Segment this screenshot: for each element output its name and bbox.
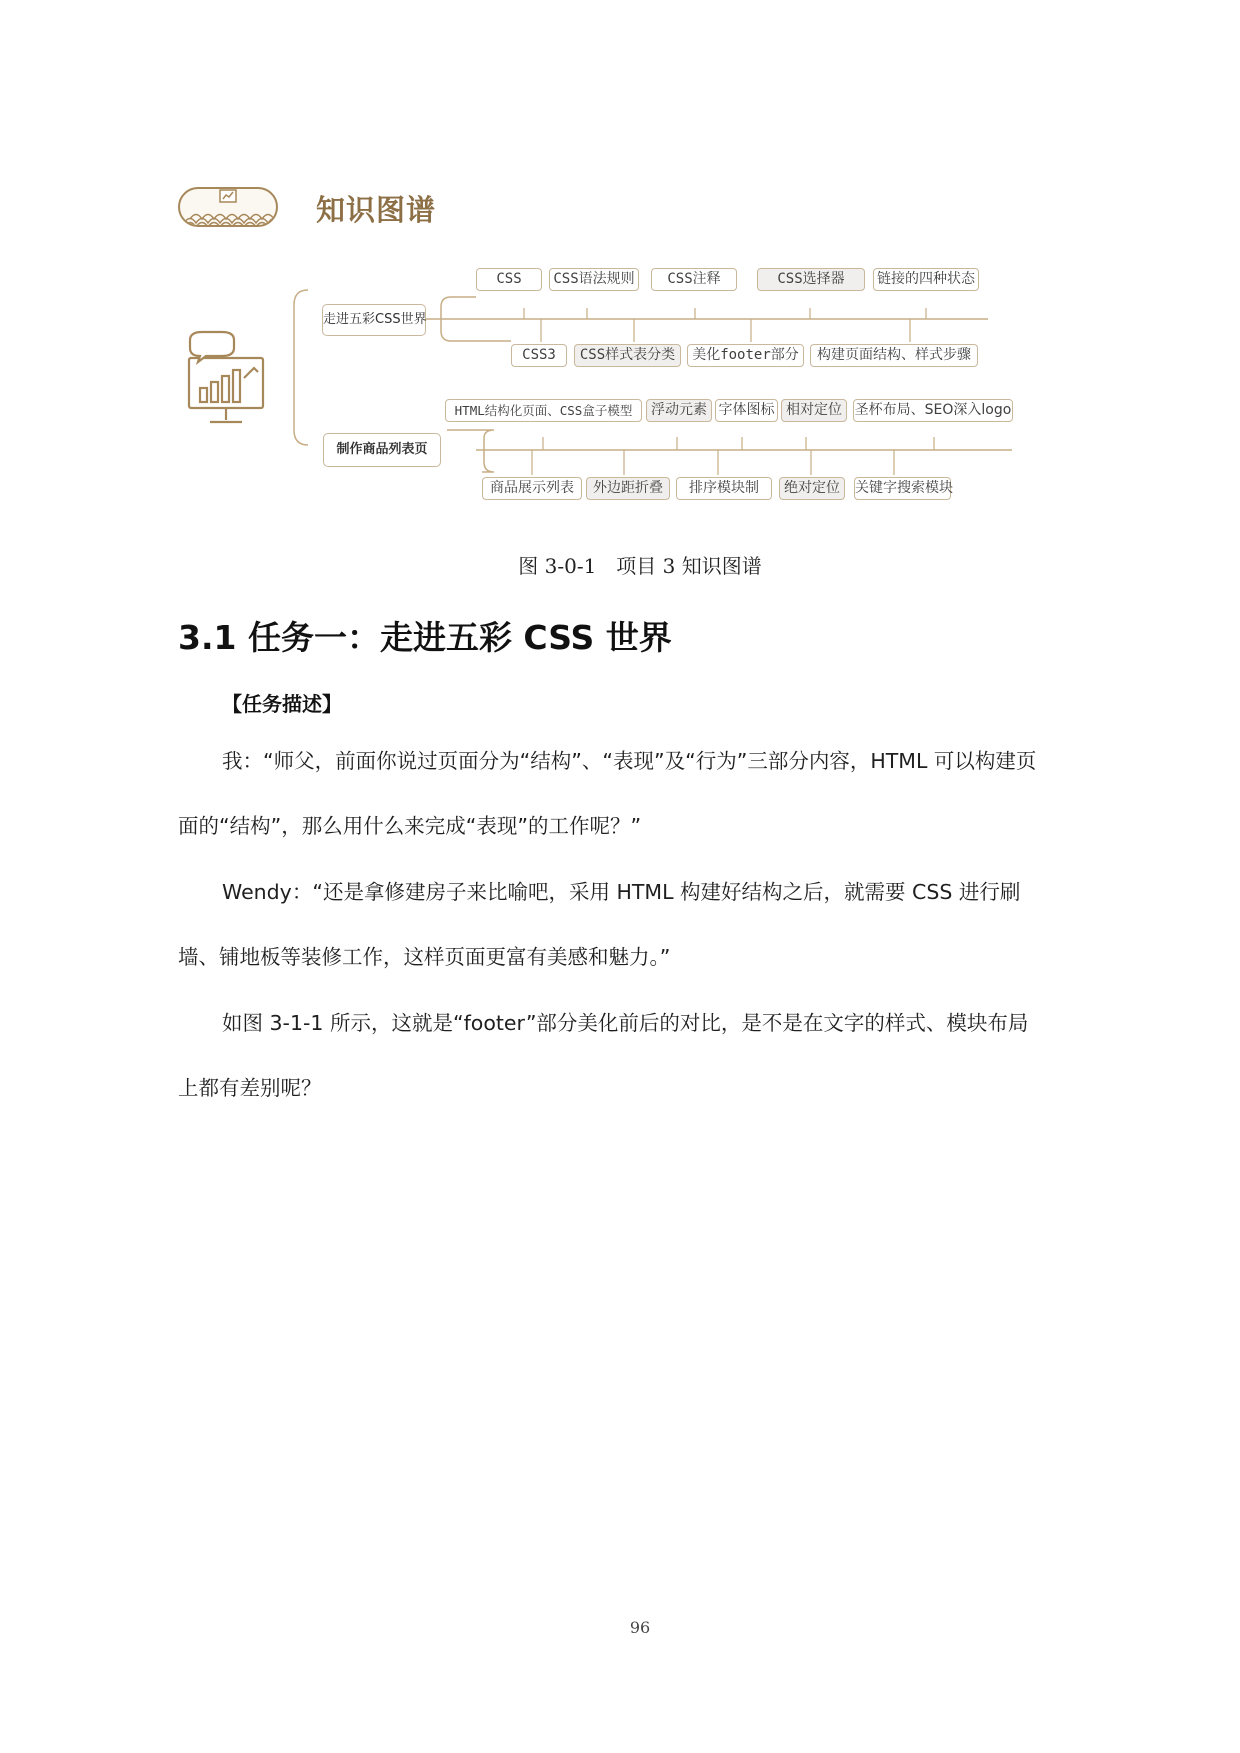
paragraph-line: 上都有差别呢？ — [178, 1076, 322, 1100]
task-description-heading: 【任务描述】 — [222, 692, 342, 716]
banner-title: 知识图谱 — [316, 193, 437, 227]
paragraph-line: 如图 3-1-1 所示，这就是“footer”部分美化前后的对比，是不是在文字的样式、模块布局 — [222, 1011, 1029, 1035]
mindmap-node: 绝对定位 — [779, 477, 845, 500]
paragraph-line: Wendy：“还是拿修建房子来比喻吧，采用 HTML 构建好结构之后，就需要 CSS 进行刷 — [222, 880, 1021, 904]
mindmap-node: 关键字搜索模块 — [854, 477, 951, 500]
mindmap-node: CSS — [476, 268, 542, 291]
mindmap-node: 字体图标 — [715, 399, 778, 422]
mindmap-node: CSS样式表分类 — [574, 344, 681, 367]
paragraph-line: 面的“结构”，那么用什么来完成“表现”的工作呢？” — [178, 814, 642, 838]
mindmap-node: CSS注释 — [651, 268, 737, 291]
mindmap-node: CSS3 — [511, 344, 567, 367]
paragraph-line: 墙、铺地板等装修工作，这样页面更富有美感和魅力。” — [178, 945, 671, 969]
mindmap-node: CSS选择器 — [757, 268, 865, 291]
mindmap-node: HTML结构化页面、CSS盒子模型 — [445, 399, 642, 422]
mindmap-node: CSS语法规则 — [549, 268, 639, 291]
mindmap-root-css-world: 走进五彩CSS世界 — [322, 304, 426, 336]
mindmap-node: 商品展示列表 — [482, 477, 582, 500]
mindmap-node: 排序模块制 — [676, 477, 772, 500]
paragraph-line: 我：“师父，前面你说过页面分为“结构”、“表现”及“行为”三部分内容，HTML 可以构建页 — [222, 749, 1037, 773]
page-number: 96 — [629, 1618, 651, 1637]
mindmap-node: 链接的四种状态 — [873, 268, 979, 291]
mindmap-node: 外边距折叠 — [586, 477, 670, 500]
mindmap-node: 圣杯布局、SEO深入logo — [853, 399, 1013, 422]
mindmap-node: 相对定位 — [781, 399, 847, 422]
mindmap-root-product-list: 制作商品列表页 — [323, 433, 441, 467]
section-title: 3.1 任务一：走进五彩 CSS 世界 — [178, 618, 672, 657]
mindmap-node: 构建页面结构、样式步骤 — [810, 344, 978, 367]
mindmap-node: 美化footer部分 — [687, 344, 804, 367]
figure-caption: 图 3-0-1 项目 3 知识图谱 — [518, 554, 762, 578]
monitor-chart-icon — [184, 330, 268, 430]
mindmap-node: 浮动元素 — [646, 399, 712, 422]
